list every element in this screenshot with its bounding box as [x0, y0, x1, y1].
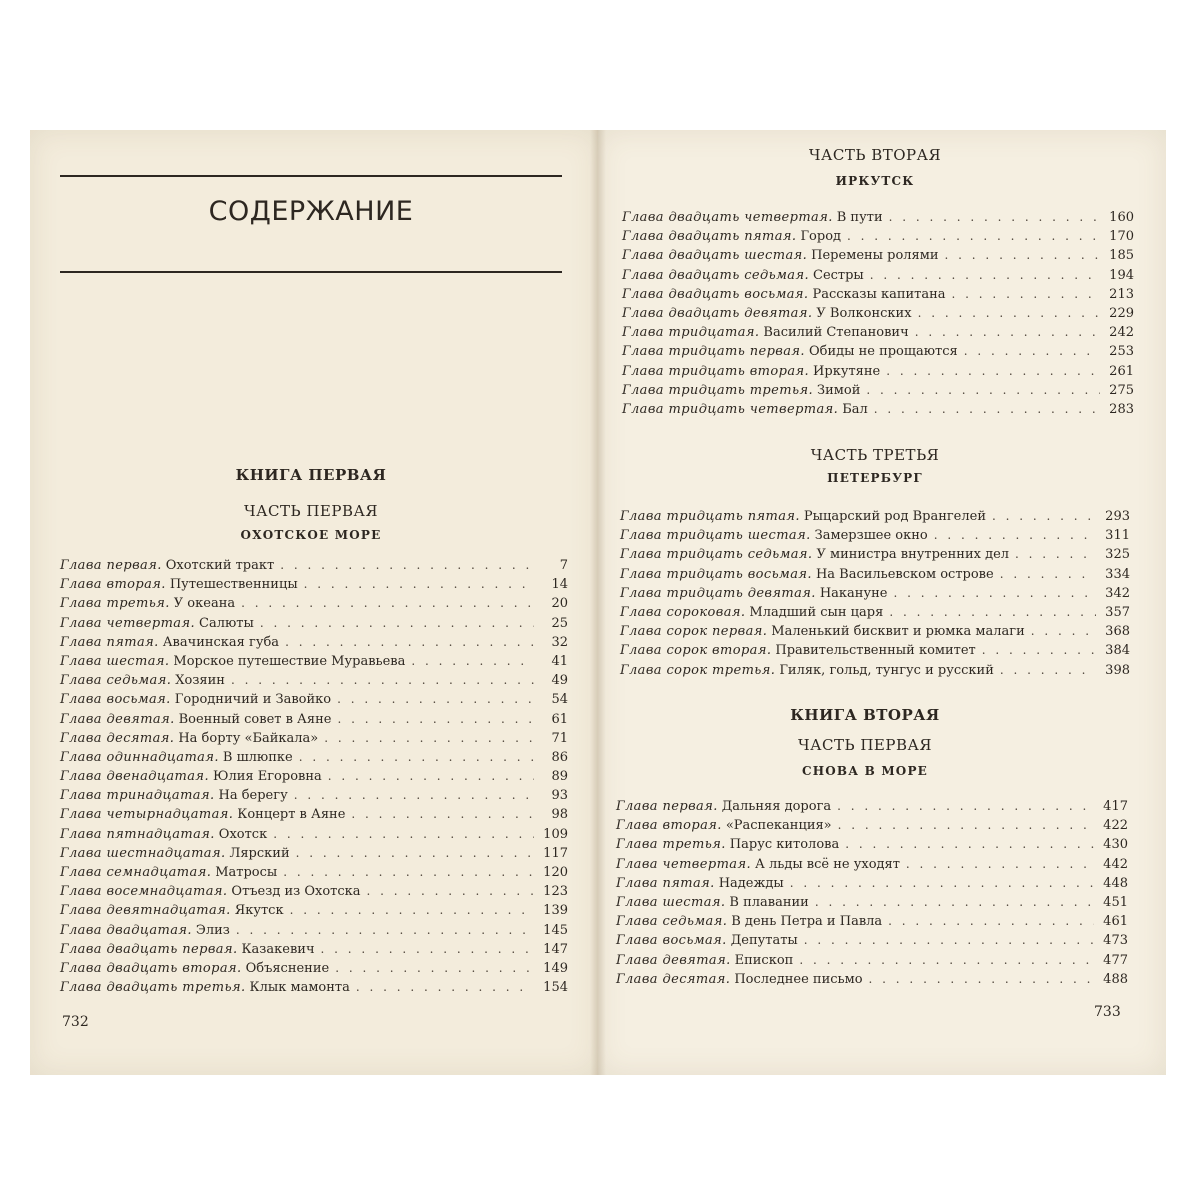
dot-leader [790, 874, 1094, 893]
chapter-label: Глава четырнадцатая. [60, 807, 234, 823]
chapter-page-number: 120 [543, 865, 568, 880]
chapter-title: Маленький бисквит и рюмка малаги [771, 624, 1025, 640]
chapter-label: Глава восьмая. [616, 933, 727, 949]
chapter-title: В день Петра и Павла [731, 914, 883, 930]
chapter-label: Глава тридцать девятая. [620, 585, 816, 601]
chapter-label: Глава седьмая. [60, 673, 172, 689]
toc-entry [60, 652, 568, 671]
chapter-title: У океана [173, 596, 236, 612]
chapter-page-number: 311 [1105, 528, 1130, 544]
dot-leader [1000, 565, 1096, 584]
chapter-title: Перемены ролями [811, 248, 939, 264]
chapter-label: Глава вторая. [60, 577, 166, 593]
chapter-label: Глава тридцать восьмая. [620, 566, 812, 582]
chapter-page-number: 117 [543, 845, 568, 861]
toc-entry [60, 690, 568, 709]
chapter-label: Глава сорок первая. [620, 624, 768, 640]
dot-leader [290, 901, 534, 920]
toc-entry [60, 671, 568, 690]
toc-entry [616, 855, 1128, 874]
dot-leader [886, 362, 1100, 381]
book-two-part-one-subtitle: СНОВА В МОРЕ [801, 764, 929, 778]
chapter-page-number: 109 [543, 826, 568, 842]
chapter-title: Зимой [817, 382, 861, 398]
chapter-title: Объяснение [245, 960, 330, 976]
dot-leader [934, 526, 1096, 545]
chapter-title: В шлюпке [222, 749, 293, 765]
chapter-label: Глава вторая. [616, 818, 722, 834]
chapter-label: Глава пятая. [616, 875, 715, 891]
chapter-page-number: 448 [1103, 875, 1128, 891]
dot-leader [231, 671, 534, 690]
chapter-label: Глава седьмая. [616, 914, 728, 930]
chapter-title: Лярский [229, 845, 290, 861]
chapter-title: Авачинская губа [162, 634, 280, 650]
chapter-page-number: 384 [1105, 643, 1130, 659]
chapter-title: Юлия Егоровна [212, 769, 322, 785]
chapter-label: Глава двадцать третья. [60, 980, 246, 996]
chapter-page-number: 139 [543, 903, 568, 919]
chapter-page-number: 14 [551, 577, 568, 593]
dot-leader [299, 748, 534, 767]
chapter-title: Морское путешествие Муравьева [173, 653, 406, 669]
chapter-page-number: 275 [1109, 382, 1134, 398]
contents-title: СОДЕРЖАНИЕ [208, 196, 414, 227]
chapter-page-number: 368 [1105, 624, 1130, 640]
toc-entry [60, 614, 568, 633]
toc-entry [620, 565, 1130, 584]
chapter-title: Город [800, 229, 842, 245]
dot-leader [260, 614, 534, 633]
toc-entry [60, 786, 568, 805]
chapter-page-number: 7 [559, 558, 568, 573]
chapter-page-number: 442 [1103, 856, 1128, 872]
chapter-label: Глава восемнадцатая. [60, 884, 228, 900]
chapter-title: Последнее письмо [734, 971, 863, 987]
chapter-page-number: 430 [1103, 837, 1128, 853]
chapter-label: Глава тридцать первая. [622, 344, 805, 360]
dot-leader [356, 978, 534, 997]
chapter-label: Глава тридцать третья. [622, 382, 813, 398]
dot-leader [335, 959, 534, 978]
toc-entry [616, 816, 1128, 835]
toc-entry [60, 556, 568, 575]
toc-entry [620, 584, 1130, 603]
chapter-page-number: 325 [1105, 547, 1130, 563]
dot-leader [283, 863, 534, 882]
chapter-title: Клык мамонта [249, 980, 350, 996]
toc-entry [60, 825, 568, 844]
toc-list-part-three [620, 507, 1130, 680]
chapter-title: Охотский тракт [165, 558, 275, 573]
dot-leader [324, 729, 534, 748]
dot-leader [236, 921, 534, 940]
chapter-label: Глава двадцать четвертая. [622, 210, 833, 225]
toc-list-book-one-part-one [60, 556, 568, 997]
chapter-page-number: 160 [1109, 210, 1134, 225]
page-number-left: 732 [62, 1014, 89, 1030]
chapter-page-number: 54 [551, 692, 568, 708]
chapter-page-number: 98 [551, 807, 568, 823]
toc-entry [616, 893, 1128, 912]
chapter-page-number: 147 [543, 941, 568, 957]
dot-leader [964, 342, 1100, 361]
dot-leader [847, 227, 1100, 246]
dot-leader [918, 304, 1100, 323]
chapter-page-number: 170 [1109, 229, 1134, 245]
toc-list-part-two [622, 208, 1134, 419]
toc-entry [616, 931, 1128, 950]
chapter-title: Дальняя дорога [721, 799, 832, 814]
toc-entry [60, 633, 568, 652]
chapter-page-number: 473 [1103, 933, 1128, 949]
dot-leader [328, 767, 534, 786]
book-one-heading: КНИГА ПЕРВАЯ [235, 466, 387, 484]
book-two-heading: КНИГА ВТОРАЯ [790, 706, 940, 724]
dot-leader [815, 893, 1094, 912]
toc-entry [60, 901, 568, 920]
chapter-page-number: 334 [1105, 566, 1130, 582]
chapter-page-number: 422 [1103, 818, 1128, 834]
toc-entry [622, 304, 1134, 323]
dot-leader [837, 797, 1094, 816]
chapter-title: Василий Степанович [763, 325, 909, 341]
chapter-title: Отъезд из Охотска [231, 884, 361, 900]
chapter-title: Городничий и Завойко [174, 692, 332, 708]
chapter-label: Глава двадцать седьмая. [622, 267, 809, 283]
chapter-label: Глава тридцатая. [622, 325, 760, 341]
chapter-label: Глава девятая. [60, 711, 175, 727]
chapter-label: Глава восьмая. [60, 692, 171, 708]
toc-entry [622, 323, 1134, 342]
dot-leader [869, 970, 1094, 989]
dot-leader [838, 816, 1094, 835]
chapter-label: Глава третья. [60, 596, 170, 612]
toc-entry [622, 285, 1134, 304]
chapter-title: Хозяин [175, 673, 225, 689]
chapter-label: Глава десятая. [60, 730, 175, 746]
chapter-page-number: 398 [1105, 662, 1130, 678]
toc-entry [620, 661, 1130, 680]
toc-entry [622, 227, 1134, 246]
chapter-page-number: 25 [551, 615, 568, 631]
chapter-page-number: 213 [1109, 286, 1134, 302]
toc-entry [622, 266, 1134, 285]
chapter-title: Епископ [734, 952, 794, 968]
dot-leader [799, 951, 1094, 970]
dot-leader [804, 931, 1094, 950]
dot-leader [906, 855, 1094, 874]
dot-leader [888, 912, 1094, 931]
contents-rule-top [60, 175, 562, 177]
dot-leader [285, 633, 534, 652]
chapter-title: Младший сын царя [749, 604, 884, 620]
chapter-title: Военный совет в Аяне [178, 711, 332, 727]
chapter-label: Глава двадцатая. [60, 922, 192, 938]
part-three-subtitle: ПЕТЕРБУРГ [827, 471, 923, 485]
page-number-right: 733 [1094, 1004, 1121, 1020]
chapter-page-number: 261 [1109, 363, 1134, 379]
dot-leader [273, 825, 534, 844]
chapter-page-number: 93 [551, 788, 568, 804]
chapter-page-number: 194 [1109, 267, 1134, 283]
chapter-title: А льды всё не уходят [755, 856, 900, 872]
chapter-page-number: 242 [1109, 325, 1134, 341]
chapter-label: Глава шестая. [616, 894, 726, 910]
chapter-title: Якутск [234, 903, 284, 919]
toc-entry [60, 940, 568, 959]
toc-entry [622, 208, 1134, 227]
chapter-page-number: 32 [551, 634, 568, 650]
toc-list-book-two-part-one [616, 797, 1128, 989]
dot-leader [1031, 622, 1096, 641]
chapter-title: Гиляк, гольд, тунгус и русский [779, 662, 994, 678]
chapter-title: Замерзшее окно [814, 528, 928, 544]
dot-leader [280, 556, 534, 575]
toc-entry [622, 400, 1134, 419]
chapter-page-number: 451 [1103, 894, 1128, 910]
dot-leader [915, 323, 1100, 342]
chapter-label: Глава четвертая. [60, 615, 195, 631]
part-two-subtitle: ИРКУТСК [835, 174, 915, 188]
chapter-page-number: 123 [543, 884, 568, 900]
contents-rule-bottom [60, 271, 562, 273]
toc-entry [60, 921, 568, 940]
chapter-label: Глава четвертая. [616, 856, 751, 872]
chapter-title: Матросы [215, 865, 278, 880]
chapter-title: Элиз [195, 922, 230, 938]
chapter-page-number: 253 [1109, 344, 1134, 360]
dot-leader [294, 786, 534, 805]
dot-leader [982, 641, 1096, 660]
chapter-page-number: 461 [1103, 914, 1128, 930]
chapter-title: В пути [836, 210, 883, 225]
chapter-label: Глава семнадцатая. [60, 865, 212, 880]
toc-entry [60, 844, 568, 863]
chapter-label: Глава двадцать шестая. [622, 248, 808, 264]
chapter-label: Глава шестнадцатая. [60, 845, 226, 861]
chapter-title: Правительственный комитет [775, 643, 976, 659]
toc-entry [60, 748, 568, 767]
dot-leader [337, 710, 534, 729]
toc-entry [620, 545, 1130, 564]
part-two-heading: ЧАСТЬ ВТОРАЯ [808, 146, 942, 164]
chapter-title: Сестры [813, 267, 864, 283]
chapter-title: В плавании [729, 894, 809, 910]
dot-leader [337, 690, 534, 709]
dot-leader [296, 844, 534, 863]
dot-leader [351, 805, 534, 824]
part-three-heading: ЧАСТЬ ТРЕТЬЯ [810, 446, 940, 464]
book-one-part-one-heading: ЧАСТЬ ПЕРВАЯ [244, 502, 378, 520]
chapter-label: Глава двенадцатая. [60, 769, 209, 785]
toc-entry [60, 959, 568, 978]
dot-leader [874, 400, 1100, 419]
dot-leader [367, 882, 534, 901]
toc-entry [620, 603, 1130, 622]
chapter-label: Глава двадцать восьмая. [622, 286, 809, 302]
chapter-page-number: 477 [1103, 952, 1128, 968]
dot-leader [952, 285, 1100, 304]
toc-entry [60, 710, 568, 729]
chapter-title: Парус китолова [729, 837, 840, 853]
chapter-title: Накануне [819, 585, 888, 601]
chapter-page-number: 357 [1105, 604, 1130, 620]
dot-leader [304, 575, 534, 594]
chapter-label: Глава первая. [60, 558, 162, 573]
chapter-label: Глава двадцать вторая. [60, 960, 242, 976]
chapter-label: Глава шестая. [60, 653, 170, 669]
book-gutter [590, 130, 606, 1075]
chapter-title: Казакевич [241, 941, 315, 957]
chapter-title: Иркутяне [813, 363, 881, 379]
chapter-title: Надежды [718, 875, 784, 891]
chapter-label: Глава девятая. [616, 952, 731, 968]
chapter-title: У Волконских [816, 305, 912, 321]
chapter-label: Глава третья. [616, 837, 726, 853]
toc-entry [622, 362, 1134, 381]
chapter-title: Концерт в Аяне [237, 807, 346, 823]
chapter-title: У министра внутренних дел [816, 547, 1010, 563]
chapter-title: Охотск [218, 826, 268, 842]
chapter-title: На борту «Байкала» [178, 730, 319, 746]
chapter-label: Глава десятая. [616, 971, 731, 987]
toc-entry [60, 575, 568, 594]
toc-entry [60, 805, 568, 824]
toc-entry [620, 507, 1130, 526]
toc-entry [60, 729, 568, 748]
dot-leader [889, 603, 1096, 622]
dot-leader [241, 594, 534, 613]
chapter-page-number: 342 [1105, 585, 1130, 601]
chapter-page-number: 145 [543, 922, 568, 938]
toc-entry [620, 641, 1130, 660]
chapter-label: Глава тридцать седьмая. [620, 547, 813, 563]
chapter-title: Рыцарский род Врангелей [803, 509, 986, 524]
chapter-page-number: 154 [543, 980, 568, 996]
chapter-page-number: 488 [1103, 971, 1128, 987]
chapter-label: Глава пятая. [60, 634, 159, 650]
dot-leader [1000, 661, 1096, 680]
chapter-title: На берегу [218, 788, 288, 804]
chapter-title: Бал [842, 401, 868, 417]
dot-leader [321, 940, 534, 959]
dot-leader [893, 584, 1096, 603]
toc-entry [622, 381, 1134, 400]
chapter-title: Путешественницы [169, 577, 298, 593]
chapter-label: Глава сорок третья. [620, 662, 776, 678]
chapter-page-number: 86 [551, 749, 568, 765]
chapter-page-number: 229 [1109, 305, 1134, 321]
chapter-label: Глава двадцать первая. [60, 941, 238, 957]
chapter-label: Глава тридцать шестая. [620, 528, 811, 544]
chapter-title: «Распеканция» [725, 818, 832, 834]
chapter-label: Глава одиннадцатая. [60, 749, 219, 765]
chapter-label: Глава двадцать девятая. [622, 305, 813, 321]
chapter-label: Глава пятнадцатая. [60, 826, 215, 842]
chapter-page-number: 20 [551, 596, 568, 612]
toc-entry [622, 342, 1134, 361]
chapter-page-number: 71 [551, 730, 568, 746]
chapter-page-number: 417 [1103, 799, 1128, 814]
dot-leader [845, 835, 1094, 854]
toc-entry [60, 882, 568, 901]
chapter-page-number: 61 [551, 711, 568, 727]
book-two-part-one-heading: ЧАСТЬ ПЕРВАЯ [798, 736, 932, 754]
toc-entry [60, 594, 568, 613]
toc-entry [620, 622, 1130, 641]
toc-entry [622, 246, 1134, 265]
toc-entry [616, 835, 1128, 854]
chapter-label: Глава тридцать вторая. [622, 363, 810, 379]
chapter-page-number: 41 [551, 653, 568, 669]
toc-entry [616, 874, 1128, 893]
dot-leader [945, 246, 1100, 265]
dot-leader [889, 208, 1100, 227]
book-one-part-one-subtitle: ОХОТСКОЕ МОРЕ [240, 528, 382, 542]
chapter-title: Рассказы капитана [812, 286, 946, 302]
chapter-page-number: 89 [551, 769, 568, 785]
chapter-label: Глава тридцать пятая. [620, 509, 800, 524]
chapter-label: Глава тринадцатая. [60, 788, 215, 804]
chapter-label: Глава девятнадцатая. [60, 903, 231, 919]
chapter-label: Глава первая. [616, 799, 718, 814]
chapter-label: Глава двадцать пятая. [622, 229, 797, 245]
chapter-page-number: 283 [1109, 401, 1134, 417]
dot-leader [870, 266, 1100, 285]
chapter-label: Глава тридцать четвертая. [622, 401, 839, 417]
chapter-page-number: 185 [1109, 248, 1134, 264]
chapter-title: Салюты [199, 615, 254, 631]
chapter-title: Обиды не прощаются [808, 344, 958, 360]
dot-leader [411, 652, 534, 671]
chapter-label: Глава сорок вторая. [620, 643, 772, 659]
chapter-title: На Васильевском острове [815, 566, 994, 582]
chapter-page-number: 293 [1105, 509, 1130, 524]
chapter-title: Депутаты [730, 933, 798, 949]
dot-leader [866, 381, 1100, 400]
toc-entry [616, 951, 1128, 970]
toc-entry [60, 978, 568, 997]
dot-leader [1015, 545, 1096, 564]
toc-entry [60, 863, 568, 882]
toc-entry [616, 912, 1128, 931]
chapter-page-number: 49 [551, 673, 568, 689]
dot-leader [992, 507, 1096, 526]
chapter-page-number: 149 [543, 960, 568, 976]
toc-entry [616, 797, 1128, 816]
toc-entry [60, 767, 568, 786]
toc-entry [616, 970, 1128, 989]
toc-entry [620, 526, 1130, 545]
chapter-label: Глава сороковая. [620, 604, 746, 620]
